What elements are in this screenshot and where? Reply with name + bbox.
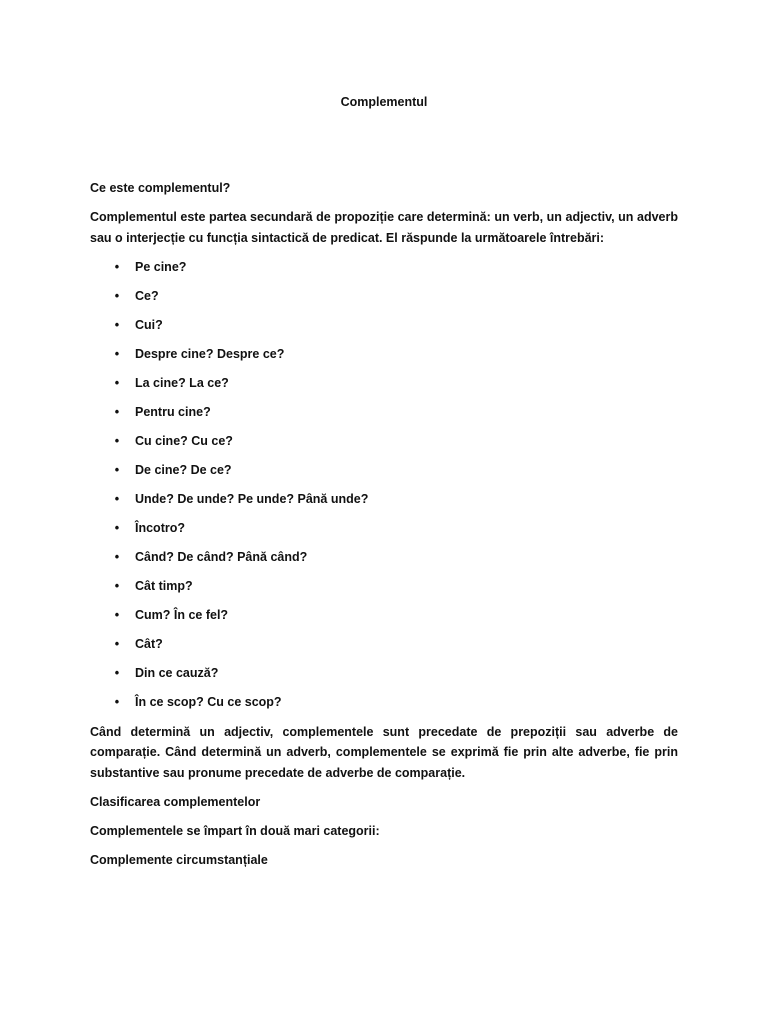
list-item-text: La cine? La ce? bbox=[135, 375, 229, 390]
list-item-text: Unde? De unde? Pe unde? Până unde? bbox=[135, 491, 369, 506]
list-item bbox=[90, 344, 678, 373]
list-item bbox=[90, 605, 678, 634]
list-item-text: Cu cine? Cu ce? bbox=[135, 433, 233, 448]
list-item bbox=[90, 460, 678, 489]
list-item bbox=[90, 547, 678, 576]
question-heading: Ce este complementul? bbox=[90, 181, 231, 195]
explanation-paragraph: Când determină un adjectiv, complementele sunt precedate de prepoziții sau adverbe de comparație. Când determină un adverb, complementele se exprimă fie prin alte adverbe, fie prin substantive sau pronume precedate de adverbe de comparație. bbox=[90, 724, 678, 780]
list-item bbox=[90, 431, 678, 460]
list-item-text: Pentru cine? bbox=[135, 404, 211, 419]
list-item-text: Din ce cauză? bbox=[135, 665, 219, 680]
question-list bbox=[90, 257, 678, 721]
bullet-icon: • bbox=[114, 404, 120, 419]
categories-intro: Complementele se împart în două mari categorii: bbox=[90, 823, 380, 838]
bullet-icon: • bbox=[114, 346, 120, 361]
list-item-text: Când? De când? Până când? bbox=[135, 549, 308, 564]
list-item-text: Cât timp? bbox=[135, 578, 193, 593]
bullet-icon: • bbox=[114, 578, 120, 593]
list-item bbox=[90, 692, 678, 721]
bullet-icon: • bbox=[114, 694, 120, 709]
list-item-text: Cui? bbox=[135, 317, 163, 332]
list-item bbox=[90, 634, 678, 663]
bullet-icon: • bbox=[114, 665, 120, 680]
bullet-icon: • bbox=[114, 607, 120, 622]
definition-paragraph: Complementul este partea secundară de propoziție care determină: un verb, un adjectiv, un adverb sau o interjecție cu funcția sintactică de predicat. El răspunde la următoarele întrebări: bbox=[90, 210, 678, 245]
list-item bbox=[90, 315, 678, 344]
list-item bbox=[90, 373, 678, 402]
list-item bbox=[90, 489, 678, 518]
list-item bbox=[90, 576, 678, 605]
category-title: Complemente circumstanțiale bbox=[90, 852, 268, 867]
bullet-icon: • bbox=[114, 433, 120, 448]
bullet-icon: • bbox=[114, 317, 120, 332]
list-item bbox=[90, 663, 678, 692]
list-item-text: Cât? bbox=[135, 636, 163, 651]
list-item-text: Cum? În ce fel? bbox=[135, 607, 229, 622]
classification-heading: Clasificarea complementelor bbox=[90, 794, 261, 809]
list-item-text: Pe cine? bbox=[135, 259, 187, 274]
bullet-icon: • bbox=[114, 520, 120, 535]
bullet-icon: • bbox=[114, 462, 120, 477]
bullet-icon: • bbox=[114, 636, 120, 651]
bullet-icon: • bbox=[114, 375, 120, 390]
list-item-text: Încotro? bbox=[135, 520, 185, 535]
bullet-icon: • bbox=[114, 288, 120, 303]
list-item-text: În ce scop? Cu ce scop? bbox=[135, 694, 282, 709]
list-item-text: De cine? De ce? bbox=[135, 462, 232, 477]
bullet-icon: • bbox=[114, 491, 120, 506]
list-item-text: Despre cine? Despre ce? bbox=[135, 346, 285, 361]
list-item bbox=[90, 286, 678, 315]
list-item bbox=[90, 257, 678, 286]
page-title: Complementul bbox=[340, 95, 428, 109]
list-item bbox=[90, 518, 678, 547]
list-item-text: Ce? bbox=[135, 288, 159, 303]
document-body bbox=[90, 178, 678, 879]
list-item bbox=[90, 402, 678, 431]
bullet-icon: • bbox=[114, 549, 120, 564]
bullet-icon: • bbox=[114, 259, 120, 274]
